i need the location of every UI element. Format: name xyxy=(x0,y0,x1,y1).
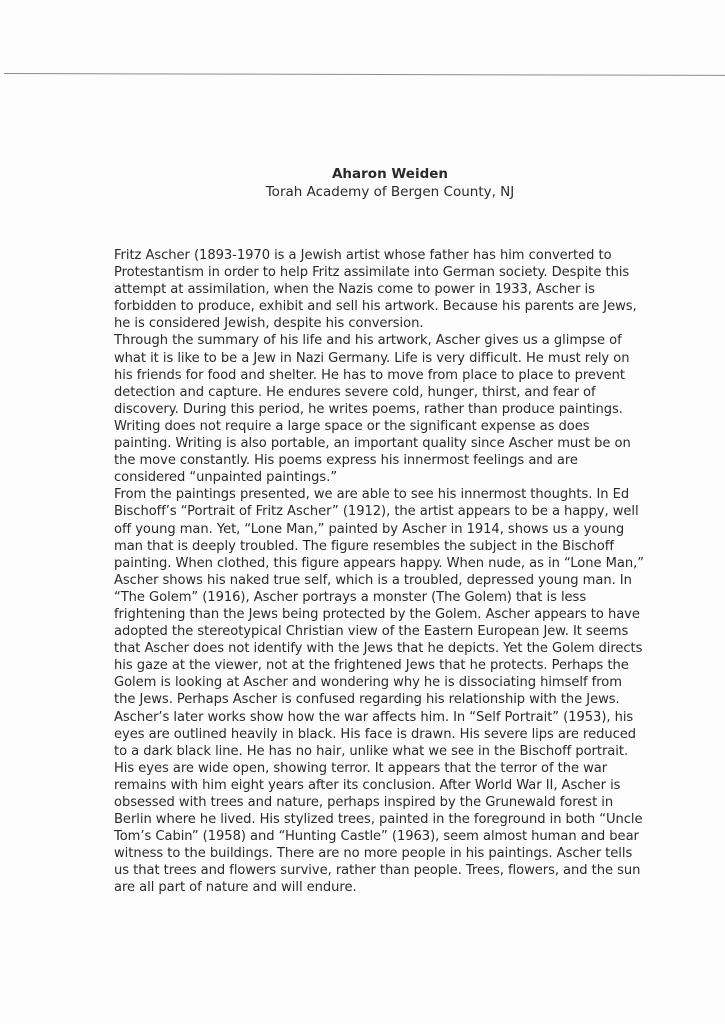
paragraph-1: Fritz Ascher (1893-1970 is a Jewish artist whose father has him converted to Protestantism in order to help Fritz assimilate into German society. Despite this attempt at assimilation, when the Nazis come to power in 1933, Ascher is forbidden to produce, exhibit and sell his artwork. Because his parents are Jews, he is considered Jewish, despite his conversion. xyxy=(114,248,637,332)
paragraph-2: Through the summary of his life and his artwork, Ascher gives us a glimpse of what it is like to be a Jew in Nazi Germany. Life is very difficult. He must rely on his friends for food and shelter. He has to move from place to place to prevent detection and capture. He endures severe cold, hunger, thirst, and fear of discovery. During this period, he writes poems, rather than produce paintings. Writing does not require a large space or the significant expense as does painting. Writing is also portable, an important quality since Ascher must be on the move constantly. His poems express his innermost feelings and are considered “unpainted paintings.” xyxy=(114,333,631,486)
document-header xyxy=(0,165,725,201)
essay-body xyxy=(114,247,644,897)
paragraph-4: Ascher’s later works show how the war affects him. In “Self Portrait” (1953), his eyes are outlined heavily in black. His face is drawn. His severe lips are reduced to a dark black line. He has no hair, unlike what we see in the Bischoff portrait. His eyes are wide open, showing terror. It appears that the terror of the war remains with him eight years after its conclusion. After World War II, Ascher is obsessed with trees and nature, perhaps inspired by the Grunewald forest in Berlin where he lived. His stylized trees, painted in the foreground in both “Uncle Tom’s Cabin” (1958) and “Hunting Castle” (1963), seem almost human and bear witness to the buildings. There are no more people in his paintings. Ascher tells us that trees and flowers survive, rather than people. Trees, flowers, and the sun are all part of nature and will endure. xyxy=(114,709,643,896)
scan-edge-line xyxy=(4,73,725,76)
author-name: Aharon Weiden xyxy=(331,166,449,182)
paragraph-3: From the paintings presented, we are able to see his innermost thoughts. In Ed Bischoff’s “Portrait of Fritz Ascher” (1912), the artist appears to be a happy, well off young man. Yet, “Lone Man,” painted by Ascher in 1914, shows us a young man that is deeply troubled. The figure resembles the subject in the Bischoff painting. When clothed, this figure appears happy. When nude, as in “Lone Man,” Ascher shows his naked true self, which is a troubled, depressed young man. In “The Golem” (1916), Ascher portrays a monster (The Golem) that is less frightening than the Jews being protected by the Golem. Ascher appears to have adopted the stereotypical Christian view of the Eastern European Jew. It seems that Ascher does not identify with the Jews that he depicts. Yet the Golem directs his gaze at the viewer, not at the frightened Jews that he protects. Perhaps the Golem is looking at Ascher and wondering why he is dissociating himself from the Jews. Perhaps Ascher is confused regarding his relationship with the Jews. xyxy=(114,487,644,708)
school-name: Torah Academy of Bergen County, NJ xyxy=(265,184,515,200)
